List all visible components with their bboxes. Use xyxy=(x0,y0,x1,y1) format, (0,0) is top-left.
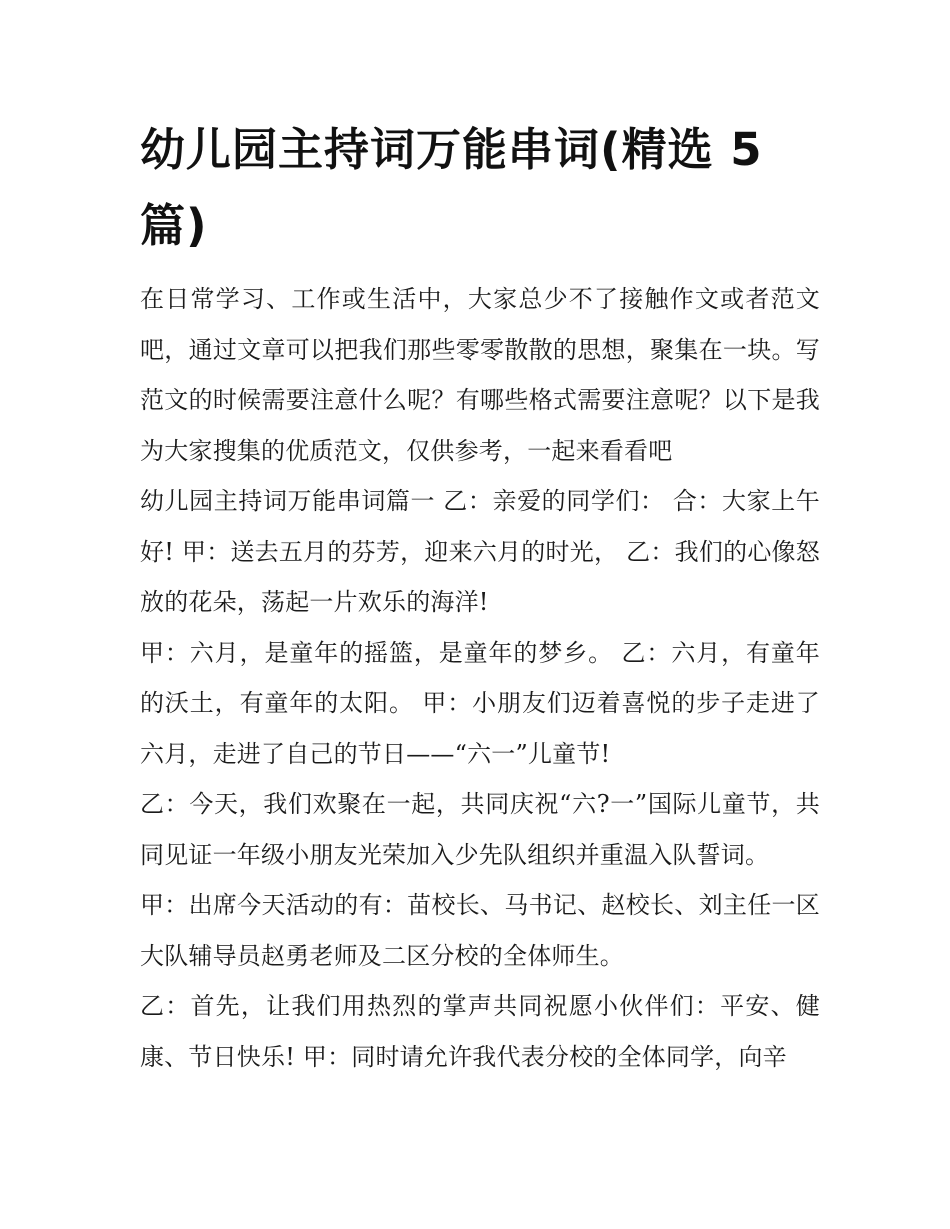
paragraph-section-one: 幼儿园主持词万能串词篇一 乙：亲爱的同学们： 合：大家上午好! 甲：送去五月的芬芳，迎来六月的时光， 乙：我们的心像怒放的花朵，荡起一片欢乐的海洋! xyxy=(140,487,820,616)
document-body xyxy=(140,112,820,1082)
paragraph-wishes: 乙：首先，让我们用热烈的掌声共同祝愿小伙伴们：平安、健康、节日快乐! 甲：同时请允许我代表分校的全体同学，向辛 xyxy=(140,992,820,1071)
paragraph-intro: 在日常学习、工作或生活中，大家总少不了接触作文或者范文吧，通过文章可以把我们那些零零散散的思想，聚集在一块。写范文的时候需要注意什么呢？有哪些格式需要注意呢？以下是我为大家搜集的优质范文，仅供参考，一起来看看吧 xyxy=(140,285,820,465)
paragraph-june: 甲：六月，是童年的摇篮，是童年的梦乡。 乙：六月，有童年的沃土，有童年的太阳。 甲：小朋友们迈着喜悦的步子走进了六月，走进了自己的节日——“六一”儿童节! xyxy=(140,638,820,768)
paragraph-attendees: 甲：出席今天活动的有：苗校长、马书记、赵校长、刘主任一区大队辅导员赵勇老师及二区分校的全体师生。 xyxy=(140,891,820,970)
paragraph-celebration: 乙：今天，我们欢聚在一起，共同庆祝“六?一”国际儿童节，共同见证一年级小朋友光荣加入少先队组织并重温入队誓词。 xyxy=(140,790,820,869)
document-title: 幼儿园主持词万能串词(精选 5 篇) xyxy=(140,123,763,252)
